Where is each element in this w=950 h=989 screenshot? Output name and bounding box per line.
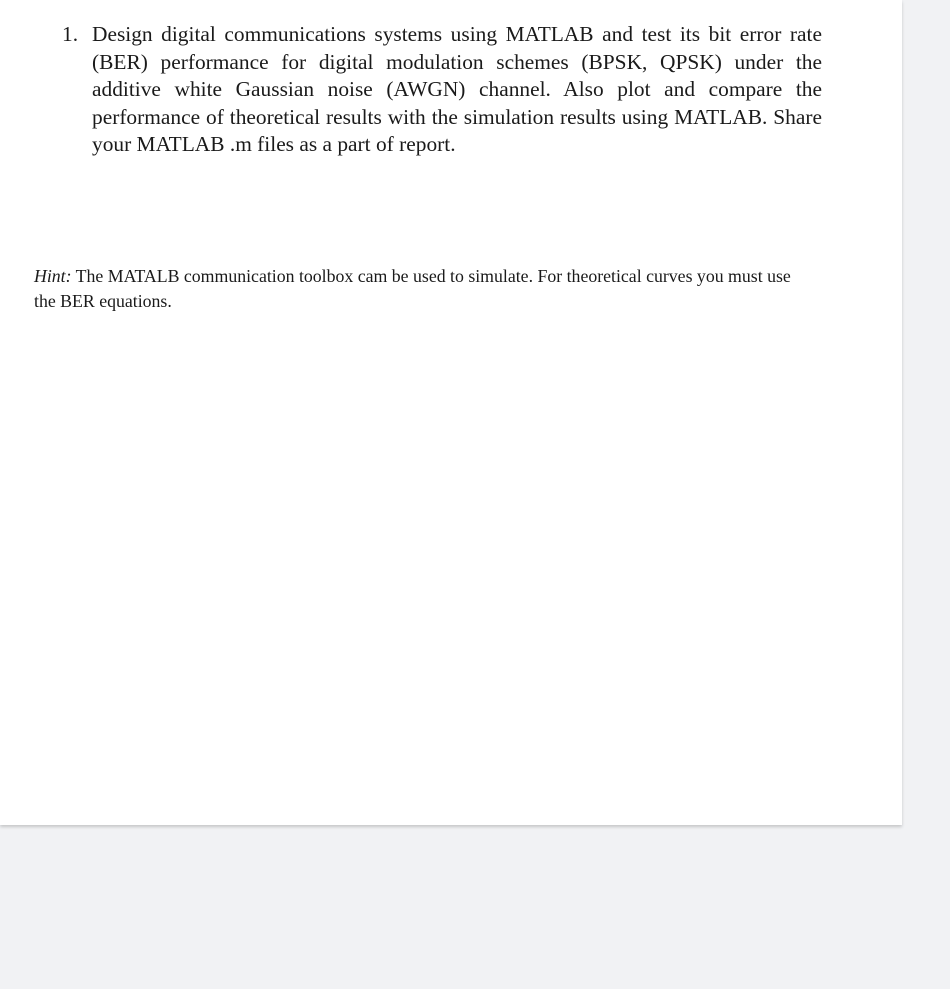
hint-paragraph	[34, 264, 794, 314]
question-item	[62, 21, 822, 159]
question-number: 1.	[62, 22, 79, 46]
hint-text: The MATALB communication toolbox cam be used to simulate. For theoretical curves you must use the BER equations.	[34, 266, 791, 311]
hint-label: Hint:	[34, 266, 72, 286]
question-text: Design digital communications systems using MATLAB and test its bit error rate (BER) performance for digital modulation schemes (BPSK, QPSK) under the additive white Gaussian noise (AWGN) channel. Also plot and compare the performance of theoretical results with the simulation results using MATLAB. Share your MATLAB .m files as a part of report.	[92, 22, 822, 157]
clipped-previous-text	[300, 0, 530, 2]
